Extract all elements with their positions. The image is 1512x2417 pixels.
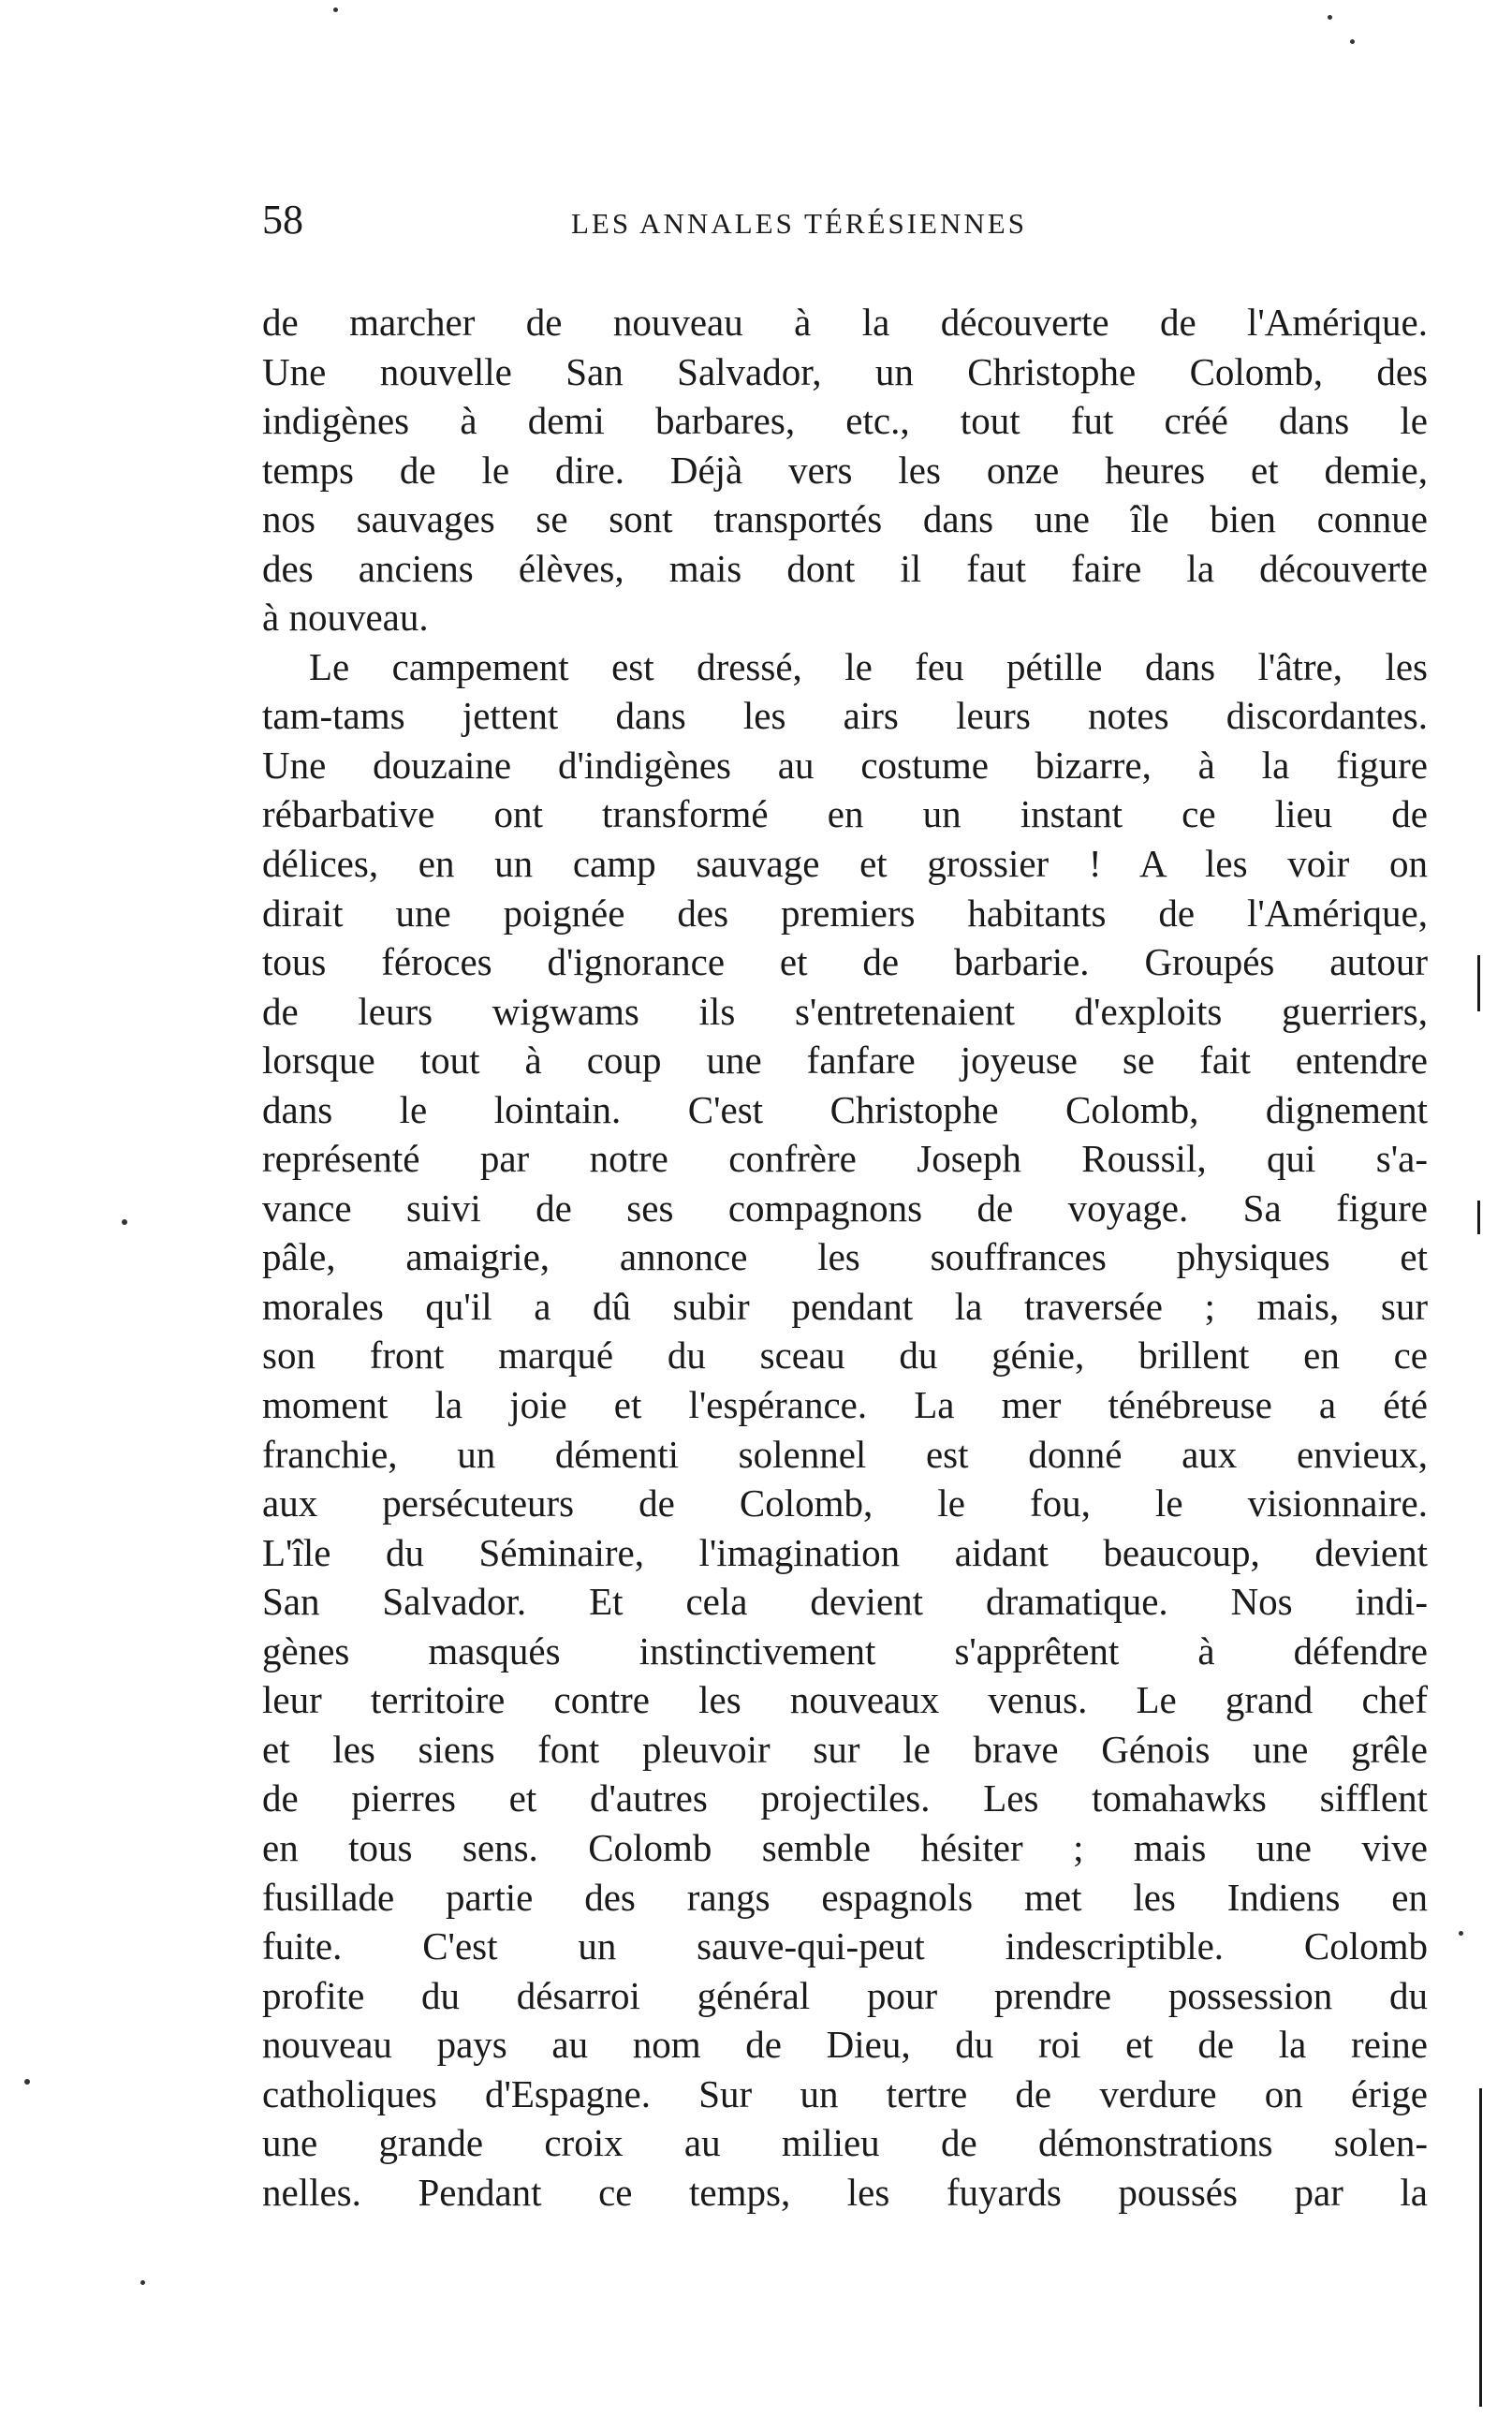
running-head (262, 192, 1432, 248)
scan-speck (140, 2280, 145, 2285)
text-line: rébarbative ont transformé en un instant ce lieu de (262, 792, 1428, 836)
text-line: dirait une poignée des premiers habitants de l'Amérique, (262, 891, 1428, 935)
text-line: et les siens font pleuvoir sur le brave Génois une grêle (262, 1727, 1428, 1771)
text-line: pâle, amaigrie, annonce les souffrances physiques et (262, 1235, 1428, 1279)
margin-rule (1477, 1201, 1480, 1234)
body-text (262, 298, 1428, 2217)
text-line: indigènes à demi barbares, etc., tout fut créé dans le (262, 399, 1428, 443)
text-line: moment la joie et l'espérance. La mer ténébreuse a été (262, 1383, 1428, 1427)
text-line: Une douzaine d'indigènes au costume bizarre, à la figure (262, 743, 1428, 787)
text-line: délices, en un camp sauvage et grossier ! A les voir on (262, 842, 1428, 886)
text-line: fuite. C'est un sauve-qui-peut indescriptible. Colomb (262, 1924, 1428, 1968)
text-line: gènes masqués instinctivement s'apprêtent à défendre (262, 1629, 1428, 1673)
text-line: une grande croix au milieu de démonstrations solen- (262, 2121, 1428, 2165)
scan-speck (122, 1219, 127, 1225)
text-line: de marcher de nouveau à la découverte de l'Amérique. (262, 301, 1428, 344)
text-line: San Salvador. Et cela devient dramatique. Nos indi- (262, 1580, 1428, 1624)
margin-rule (1479, 2088, 1482, 2407)
scan-speck (1350, 39, 1355, 44)
text-line: catholiques d'Espagne. Sur un tertre de verdure on érige (262, 2071, 1428, 2115)
text-line: L'île du Séminaire, l'imagination aidant beaucoup, devient (262, 1530, 1428, 1574)
text-line: temps de le dire. Déjà vers les onze heures et demie, (262, 448, 1428, 492)
running-title: LES ANNALES TÉRÉSIENNES (571, 207, 1027, 240)
text-line: nelles. Pendant ce temps, les fuyards poussés par la (262, 2170, 1428, 2214)
scan-speck (1459, 1931, 1463, 1936)
text-line: des anciens élèves, mais dont il faut faire la découverte (262, 546, 1428, 590)
text-line: morales qu'il a dû subir pendant la traversée ; mais, sur (262, 1284, 1428, 1328)
text-line: leur territoire contre les nouveaux venus. Le grand chef (262, 1678, 1428, 1722)
text-line: Le campement est dressé, le feu pétille dans l'âtre, les (309, 644, 1428, 688)
scan-speck (333, 7, 338, 12)
text-line: profite du désarroi général pour prendre possession du (262, 1973, 1428, 2017)
text-line: tous féroces d'ignorance et de barbarie. Groupés autour (262, 940, 1428, 984)
text-line: nos sauvages se sont transportés dans une île bien connue (262, 497, 1428, 541)
text-line: lorsque tout à coup une fanfare joyeuse se fait entendre (262, 1039, 1428, 1083)
text-line: son front marqué du sceau du génie, brillent en ce (262, 1334, 1428, 1378)
text-line: dans le lointain. C'est Christophe Colomb, dignement (262, 1087, 1428, 1131)
text-line: tam-tams jettent dans les airs leurs notes discordantes. (262, 694, 1428, 738)
text-line: vance suivi de ses compagnons de voyage. Sa figure (262, 1186, 1428, 1230)
scan-speck (1328, 15, 1332, 20)
text-line: fusillade partie des rangs espagnols met les Indiens en (262, 1875, 1428, 1919)
text-line: franchie, un démenti solennel est donné aux envieux, (262, 1432, 1428, 1476)
scan-speck (24, 2079, 30, 2085)
margin-rule (1477, 955, 1480, 1011)
text-line: de pierres et d'autres projectiles. Les tomahawks sifflent (262, 1776, 1428, 1820)
text-line: aux persécuteurs de Colomb, le fou, le visionnaire. (262, 1481, 1428, 1525)
text-line: à nouveau. (262, 596, 429, 640)
text-line: de leurs wigwams ils s'entretenaient d'exploits guerriers, (262, 989, 1428, 1033)
text-line: nouveau pays au nom de Dieu, du roi et de la reine (262, 2023, 1428, 2067)
page-number: 58 (262, 197, 303, 243)
text-line: Une nouvelle San Salvador, un Christophe Colomb, des (262, 349, 1428, 393)
text-line: représenté par notre confrère Joseph Roussil, qui s'a- (262, 1137, 1428, 1181)
text-line: en tous sens. Colomb semble hésiter ; mais une vive (262, 1825, 1428, 1869)
